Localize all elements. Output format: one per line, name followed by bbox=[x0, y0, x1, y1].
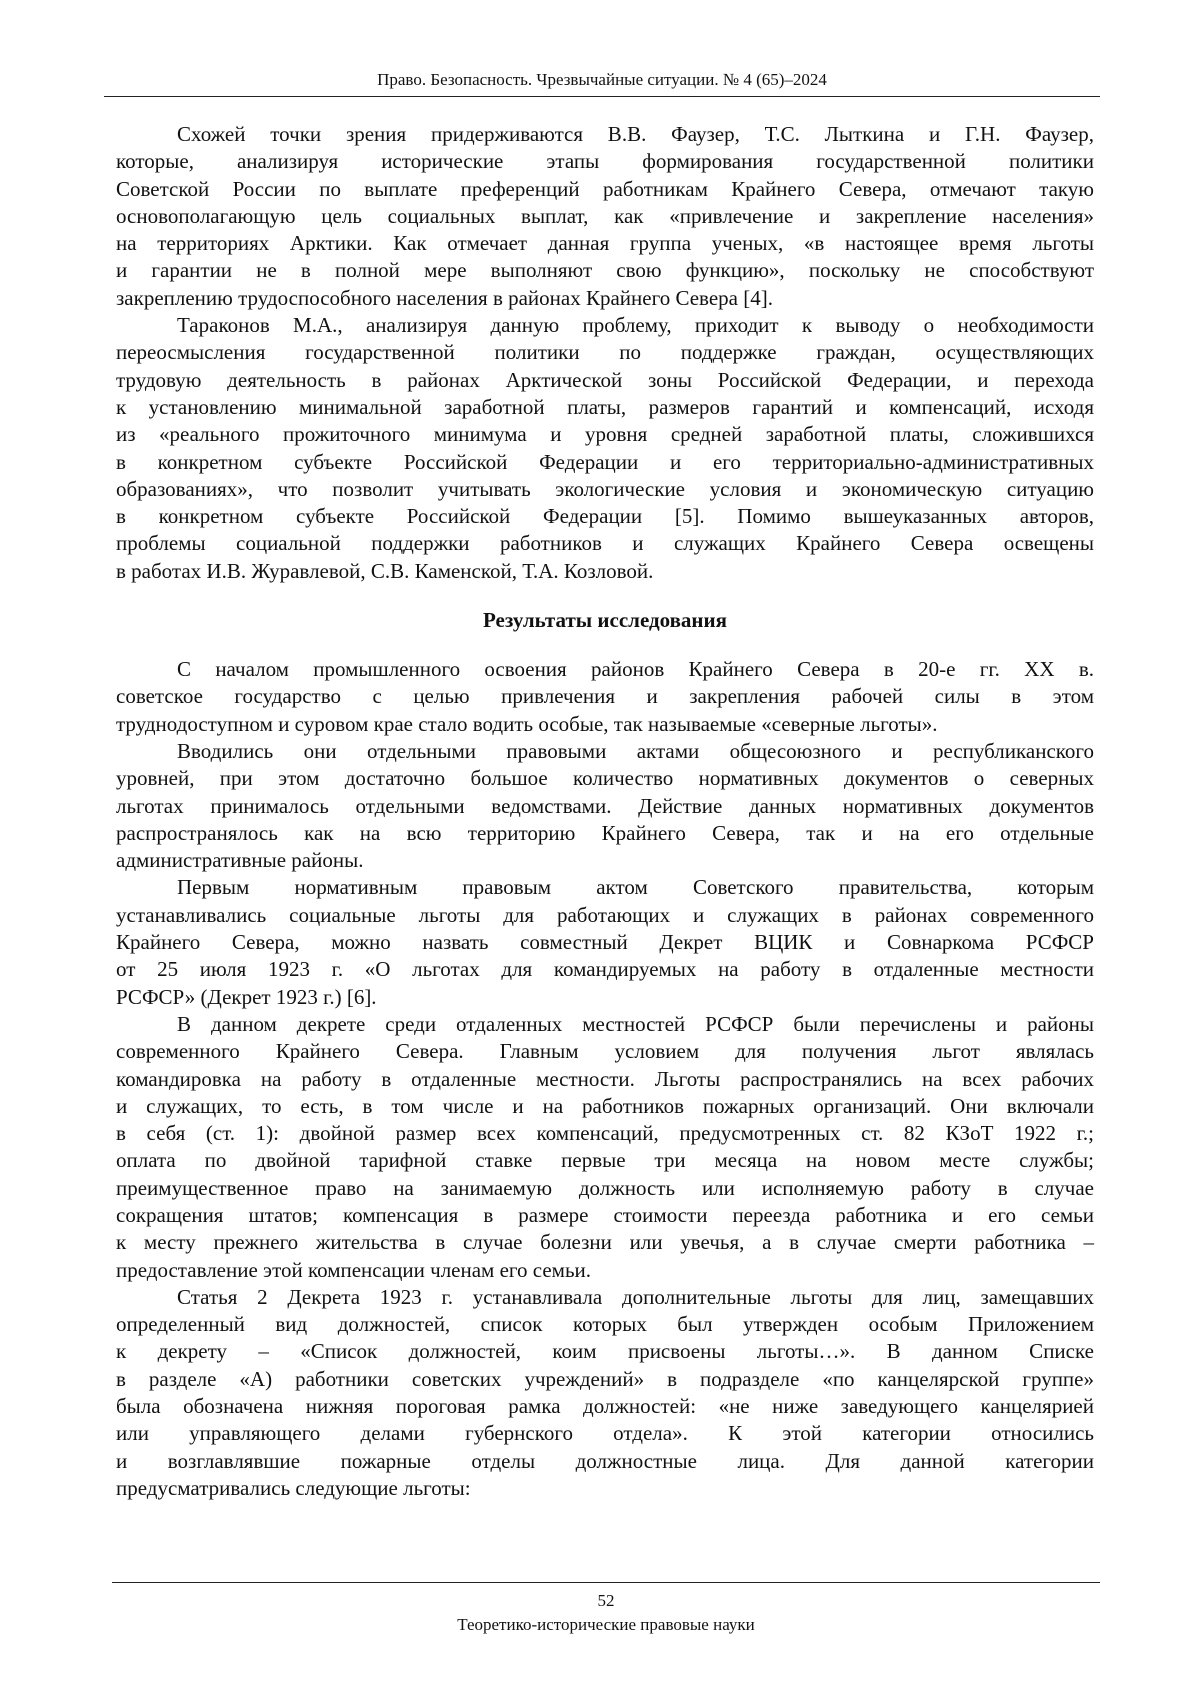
paragraph-line: и возглавлявшие пожарные отделы должностные лица. Для данной категории bbox=[116, 1448, 1094, 1473]
paragraph-line: предусматривались следующие льготы: bbox=[116, 1475, 471, 1500]
paragraph bbox=[116, 874, 1094, 1010]
paragraph-line: или управляющего делами губернского отдела». К этой категории относились bbox=[116, 1421, 1094, 1446]
paragraph-line: из «реального прожиточного минимума и уровня средней заработной платы, сложившихся bbox=[116, 422, 1094, 447]
paragraph-line: преимущественное право на занимаемую должность или исполняемую работу в случае bbox=[116, 1175, 1094, 1200]
paragraph-line: в конкретном субъекте Российской Федерации [5]. Помимо вышеуказанных авторов, bbox=[116, 504, 1094, 529]
paragraph-line: сокращения штатов; компенсация в размере стоимости переезда работника и его семьи bbox=[116, 1202, 1094, 1227]
paragraph bbox=[116, 656, 1094, 738]
paragraphs-after-heading bbox=[116, 656, 1094, 1502]
paragraph bbox=[116, 1011, 1094, 1284]
paragraph-line: к месту прежнего жительства в случае болезни или увечья, а в случае смерти работника – bbox=[116, 1230, 1094, 1255]
paragraphs-before-heading bbox=[116, 121, 1094, 585]
paragraph-line: определенный вид должностей, список которых был утвержден особым Приложением bbox=[116, 1312, 1094, 1337]
paragraph-line: на территориях Арктики. Как отмечает данная группа ученых, «в настоящее время льготы bbox=[116, 231, 1094, 256]
paragraph-line: была обозначена нижняя пороговая рамка должностей: «не ниже заведующего канцелярией bbox=[116, 1394, 1094, 1419]
paragraph-line: закреплению трудоспособного населения в районах Крайнего Севера [4]. bbox=[116, 285, 773, 310]
running-title: Право. Безопасность. Чрезвычайные ситуации. № 4 (65)–2024 bbox=[377, 70, 827, 89]
paragraph-line: в работах И.В. Журавлевой, С.В. Каменской, Т.А. Козловой. bbox=[116, 558, 654, 583]
paragraph-line: проблемы социальной поддержки работников и служащих Крайнего Севера освещены bbox=[116, 531, 1094, 556]
paragraph-line: образованиях», что позволит учитывать экологические условия и экономическую ситуацию bbox=[116, 476, 1094, 501]
paragraph-line: предоставление этой компенсации членам его семьи. bbox=[116, 1257, 592, 1282]
paragraph bbox=[116, 738, 1094, 874]
paragraph-line: командировка на работу в отдаленные местности. Льготы распространялись на всех рабочих bbox=[116, 1066, 1094, 1091]
paragraph-line: которые, анализируя исторические этапы формирования государственной политики bbox=[116, 149, 1094, 174]
footer-section-name: Теоретико-исторические правовые науки bbox=[457, 1615, 755, 1634]
paragraph-line: в себя (ст. 1): двойной размер всех компенсаций, предусмотренных ст. 82 КЗоТ 1922 г.; bbox=[116, 1121, 1094, 1146]
paragraph-line: переосмысления государственной политики по поддержке граждан, осуществляющих bbox=[116, 340, 1094, 365]
paragraph-line: распространялось как на всю территорию Крайнего Севера, так и на его отдельные bbox=[116, 820, 1094, 845]
paragraph-line: в конкретном субъекте Российской Федерации и его территориально-административных bbox=[116, 449, 1094, 474]
paragraph-line: С началом промышленного освоения районов Крайнего Севера в 20-е гг. XX в. bbox=[177, 657, 1094, 682]
paragraph-line: к установлению минимальной заработной платы, размеров гарантий и компенсаций, исходя bbox=[116, 394, 1094, 419]
paragraph-line: Крайнего Севера, можно назвать совместный Декрет ВЦИК и Совнаркома РСФСР bbox=[116, 930, 1094, 955]
paragraph-line: и служащих, то есть, в том числе и на работников пожарных организаций. Они включали bbox=[116, 1093, 1094, 1118]
paragraph-line: Первым нормативным правовым актом Советского правительства, которым bbox=[177, 875, 1094, 900]
paragraph-line: Схожей точки зрения придерживаются В.В. Фаузер, Т.С. Лыткина и Г.Н. Фаузер, bbox=[177, 122, 1094, 146]
paragraph-line: оплата по двойной тарифной ставке первые три месяца на новом месте службы; bbox=[116, 1148, 1094, 1173]
paragraph-line: советское государство с целью привлечения и закрепления рабочей силы в этом bbox=[116, 684, 1094, 709]
paragraph-line: и гарантии не в полной мере выполняют свою функцию», поскольку не способствуют bbox=[116, 258, 1094, 283]
paragraph bbox=[116, 121, 1094, 312]
paragraph-line: Советской России по выплате преференций работникам Крайнего Севера, отмечают такую bbox=[116, 176, 1094, 201]
paragraph-line: устанавливались социальные льготы для работающих и служащих в районах современного bbox=[116, 902, 1094, 927]
paragraph bbox=[116, 1284, 1094, 1502]
paragraph bbox=[116, 312, 1094, 585]
paragraph-line: административные районы. bbox=[116, 848, 364, 873]
section-heading: Результаты исследования bbox=[483, 608, 727, 633]
paragraph-line: современного Крайнего Севера. Главным условием для получения льгот являлась bbox=[116, 1039, 1094, 1064]
paragraph-line: трудовую деятельность в районах Арктической зоны Российской Федерации, и перехода bbox=[116, 367, 1094, 392]
paragraph-line: основополагающую цель социальных выплат, как «привлечение и закрепление населения» bbox=[116, 203, 1094, 228]
footer-rule bbox=[112, 1582, 1100, 1583]
paragraph-line: от 25 июля 1923 г. «О льготах для командируемых на работу в отдаленные местности bbox=[116, 957, 1094, 982]
paragraph-line: Тараконов М.А., анализируя данную проблему, приходит к выводу о необходимости bbox=[177, 313, 1094, 338]
paragraph-line: уровней, при этом достаточно большое количество нормативных документов о северных bbox=[116, 766, 1094, 791]
article-body bbox=[116, 121, 1094, 1502]
header-rule bbox=[104, 96, 1100, 97]
paragraph-line: в разделе «А) работники советских учреждений» в подразделе «по канцелярской группе» bbox=[116, 1366, 1094, 1391]
paragraph-line: Статья 2 Декрета 1923 г. устанавливала дополнительные льготы для лиц, замещавших bbox=[177, 1284, 1094, 1309]
paragraph-line: труднодоступном и суровом крае стало водить особые, так называемые «северные льготы». bbox=[116, 711, 938, 736]
paragraph-line: РСФСР» (Декрет 1923 г.) [6]. bbox=[116, 984, 377, 1009]
paragraph-line: В данном декрете среди отдаленных местностей РСФСР были перечислены и районы bbox=[177, 1011, 1094, 1036]
page-number: 52 bbox=[597, 1591, 615, 1610]
paragraph-line: Вводились они отдельными правовыми актами общесоюзного и республиканского bbox=[177, 738, 1094, 763]
paragraph-line: льготах принималось отдельными ведомствами. Действие данных нормативных документов bbox=[116, 793, 1094, 818]
paragraph-line: к декрету – «Список должностей, коим присвоены льготы…». В данном Списке bbox=[116, 1339, 1094, 1364]
